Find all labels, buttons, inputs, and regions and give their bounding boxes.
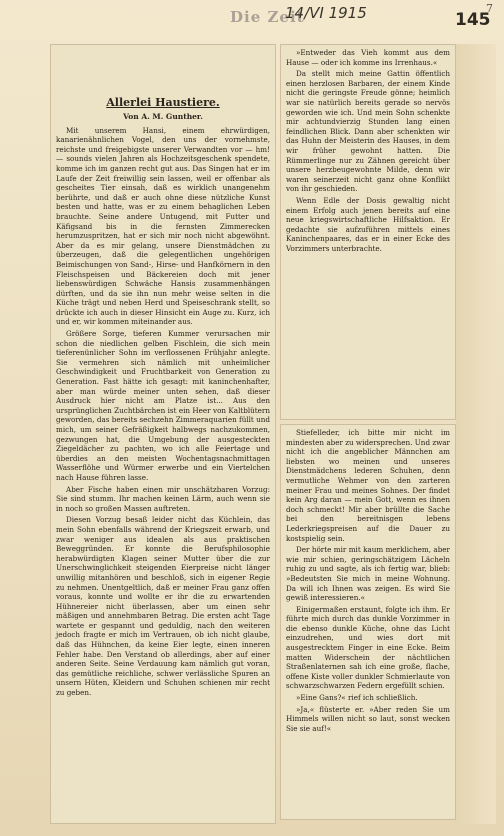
article-paragraph: Aber Fische haben einen mir unschätzbaren Vorzug: Sie sind stumm. Ihr machen keinen Lärm, auch wenn sie in noch so großen Massen auftreten. <box>56 484 270 513</box>
article-paragraph: »Eine Gans?« rief ich schließlich. <box>296 693 418 703</box>
article-author: Von A. M. Gunther. <box>123 112 203 121</box>
article-column-left <box>50 44 276 824</box>
article-paragraph: Größere Sorge, tieferen Kummer verursachen mir schon die niedlichen gelben Fischlein, die sich mein tieferenünlicher Sohn im verflossenen Frühjahr anlegte. Sie vermehren sich nämlich mit unheimlicher Geschwindigkeit und Fruchtbarkeit von Generation zu Generation. Fast hätte ich gesagt: mit kaninchenhafter, aber man würde meiner unten sehen, daß dieser Ausdruck hier nicht am Platze ist... Aus den ursprünglichen Zuchtbärchen ist ein Heer von Kaltblütern geworden, das bereits sechzehn Zimmeraquarien füllt und mich, um seiner Gefräßigkeit halbwegs nachzukommen, gezwungen hat, die Umgebung der ausgesteckten Ziegeldächer zu pachten, wo ich alle Feiertage und überdies an den meisten Wochentagsnachmittagen Wasserflöhe und Würmer erwerbe und ein Viertelchen nach Hause führen lasse. <box>56 329 270 482</box>
handwritten-date: 14/VI 1915 <box>285 4 367 22</box>
article-paragraph: Mit unserem Hansi, einem ehrwürdigen, kanarienähnlichen Vogel, den uns der vornehmste, reichste und freigebigste unserer Verwandten vor — hm! — sounds vielen Jahren als Hochzeitsgeschenk spendete, komme ich im ganzen recht gut aus. Das Singen hat er im Laufe der Zeit freiwillig sein lassen, weil er offenbar als gescheites Tier einsah, daß es wirklich unangenehm berührte, und daß er auch ohne diese nützliche Kunst besten und hatte, was er zu einem behaglichen Leben brauchte. Seine andere Untugend, mit Futter und Käfigsand bis in die fernsten Zimmerecken herumzuspritzen, hat er sich mir noch nicht abgewöhnt. Aber da es mir gelang, unsere Dienstmädchen zu überzeugen, daß die gelegentlichen ungehörigen Beimischungen von Sand-, Hirse- und Hanfkörnern in den Fleischspeisen und Bäckereien doch mit jener liebenswürdigen Schwäche Hansis zusammenhängen dürften, und da sie ihn nun mehr weise selten in die Küche trägt und neben Herd und Speiseschrank stellt, so drückte ich auch in dieser Hinsicht ein Auge zu. Kurz, ich und er, wir kommen miteinander aus. <box>56 125 270 327</box>
article-paragraph: Wenn Edle der Dosis gewaltig nicht einem Erfolg auch jenen bereits auf eine neue kriegswirtschaftliche Hilfsaktion. Er gedachte sie aufzuführen mittels eines Kaninchenpaares, das er in einer Ecke des Vorzimmers unterbrachte. <box>286 195 450 253</box>
article-paragraph: »Entweder das Vieh kommt aus dem Hause — oder ich komme ins Irrenhaus.« <box>286 48 450 67</box>
article-paragraph: Da stellt mich meine Gattin öffentlich einen herzlosen Barbaren, der einem Kinde nicht die geringste Freude gönne; heimlich war sie natürlich bereits gerade so nervös geworden wie ich. Und mein Sohn schenkte mir achtundvierzig Stunden lang einen feindlichen Blick. Dann aber schenkten wir das Huhn der Meisterin des Hauses, in dem wir früher gewohnt hatten. Die Rümmerlinge nur zu Zähnen gereicht über unsere herzbeugewohnte Milde, denn wir waren seinerzeit nicht ganz ohne Konflikt von ihr geschieden. <box>286 69 450 194</box>
article-paragraph: Der hörte mir mit kaum merklichem, aber wie mir schien, geringschätzigem Lächeln ruhig zu und sagte, als ich fertig war, blieb: »Bedeutsten Sie mich in meine Wohnung. Da will ich Ihnen was zeigen. Es wird Sie gewiß interessieren.« <box>286 545 450 603</box>
article-title: Allerlei Haustiere. <box>106 96 220 109</box>
article-paragraph: Einigermaßen erstaunt, folgte ich ihm. Er führte mich durch das dunkle Vorzimmer in die ebenso dunkle Küche, ohne das Licht einzudrehen, und wies dort mit ausgestrecktem Finger in eine Ecke. Beim matten Widerschein der nächtlichen Straßenlaternen sah ich eine große, flache, offene Kiste voller dunkler Schmierlaute von schwarzschwarzen Federn ergefüllt schien. <box>286 604 450 691</box>
corner-mark: 7 <box>486 2 493 15</box>
paper-margin <box>456 44 496 824</box>
article-column-right-bottom <box>280 424 456 820</box>
article-paragraph: Stiefelleder, ich bitte mir nicht im mindesten aber zu widersprechen. Und zwar nicht ich die angeblicher Männchen am liebsten wo meinen und unseres Dienstmädchens lederen Schuhen, denn vermutliche Wehmer von den zarteren meiner Frau und meines Sohnes. Der findet kein Arg daran — mein Gott, wenn es ihnen doch schmeckt! Mir aber brüllte die Sache bei den bereitnisgen lebens Lederkriegspreisen auf die Dauer zu kostspielig sein. <box>286 428 450 543</box>
article-column-right-top <box>280 44 456 420</box>
article-paragraph: »Ja,« flüsterte er. »Aber reden Sie um Himmels willen nicht so laut, sonst wecken Sie sie auf!« <box>286 704 450 733</box>
masthead: Die Zeit <box>230 8 305 26</box>
page-number: 145 <box>455 10 491 30</box>
article-paragraph: Diesen Vorzug besaß leider nicht das Küchlein, das mein Sohn ebenfalls während der Kriegszeit erwarb, und zwar weniger aus idealen als aus praktischen Beweggründen. Er konnte die Berufsphilosophie herabwürdigten Klagen seiner Mutter über die zur Unerschwinglichkeit steigenden Eierpreise nicht länger unwillig mitanhören und beschloß, sich in eigener Regie zu nehmen. Unentgeltlich, daß er meiner Frau ganz offen voraus, konnte und wollte er ihr die zu erwartenden Hühnereier nicht überlassen, aber um einen sehr mäßigen und annehmbaren Betrag. Die ersten acht Tage wartete er gespannt und geduldig, nach den weiteren jedoch fragte er mich im Vertrauen, ob ich nicht glaube, daß das Hühnchen, da keine Eier legte, einen inneren Fehler habe. Den Verstand ob allerdings, aber auf einer anderen Seite. Seine Verdauung kam nämlich gut voran, das gemütliche reichliche, schwer verlässliche Spuren an unsern Hüten, Kleidern und Schuhen schienen mir recht zu geben. <box>56 515 270 698</box>
